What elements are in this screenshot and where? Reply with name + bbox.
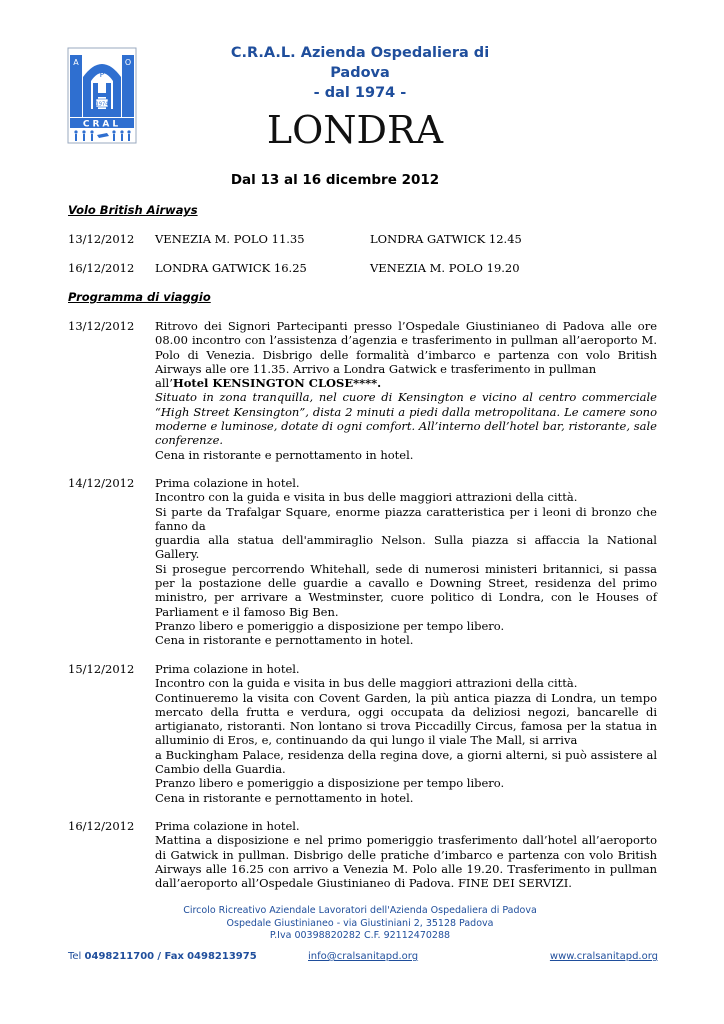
org-since: - dal 1974 - <box>313 85 407 101</box>
hotel-line <box>155 376 657 390</box>
svg-text:A: A <box>73 58 79 67</box>
cral-logo <box>67 47 137 144</box>
day-line: Pranzo libero e pomeriggio a disposizione per tempo libero. <box>155 618 505 633</box>
org-title <box>200 43 520 103</box>
trip-dates: Dal 13 al 16 dicembre 2012 <box>230 172 440 188</box>
day-line: Pranzo libero e pomeriggio a disposizione per tempo libero. <box>155 776 505 791</box>
day-date: 15/12/2012 <box>68 662 135 676</box>
footer-tax-ids: P.Iva 00398820282 C.F. 92112470288 <box>269 930 451 941</box>
day-description <box>155 819 657 890</box>
day-line: Continueremo la visita con Covent Garden, la più antica piazza di Londra, un tempo mercato della frutta e verdura, oggi occupata da deliziosi negozi, bancarelle di artigianato, ristoranti. Non lontano si trova Piccadilly Circus, famosa per la statua in alluminio di Eros, e, continuando da qui lungo il viale The Mall, si arriva <box>155 690 657 748</box>
day-line: Incontro con la guida e visita in bus delle maggiori attrazioni della città. <box>155 676 578 691</box>
flight-row <box>68 261 134 276</box>
program-heading: Programma di viaggio <box>68 290 211 304</box>
flights-heading: Volo British Airways <box>68 203 198 217</box>
fax-number: 0498213975 <box>187 951 257 962</box>
day-description <box>155 319 657 462</box>
cral-logo-graphic <box>67 47 137 144</box>
flight-arrival: VENEZIA M. POLO 19.20 <box>370 261 520 275</box>
hotel-description: Situato in zona tranquilla, nel cuore di Kensington e vicino al centro commerciale “High Street Kensington”, dista 2 minuti a piedi dalla metropolitana. Le camere sono moderne e luminose, dotate di ogni comfort. All’interno dell’hotel bar, ristorante, sale conferenze. <box>155 390 657 448</box>
flight-departure: LONDRA GATWICK 16.25 <box>155 261 307 275</box>
hotel-name: Hotel KENSINGTON CLOSE****. <box>172 376 382 391</box>
day-line: Prima colazione in hotel. <box>155 476 300 490</box>
day-line: Prima colazione in hotel. <box>155 662 300 676</box>
flight-row <box>68 232 134 247</box>
day-line: Si prosegue percorrendo Whitehall, sede di numerosi ministeri britannici, si passa per la postazione delle guardie a cavallo e Downing Street, residenza del primo ministro, per arrivare a Westminster, cuore politico di Londra, con le Houses of Parliament e il famoso Big Ben. <box>155 561 657 619</box>
day-line: Cena in ristorante e pernottamento in hotel. <box>155 633 414 648</box>
day-line: Cena in ristorante e pernottamento in hotel. <box>155 790 414 805</box>
day-date: 13/12/2012 <box>68 319 135 333</box>
day-line: Si parte da Trafalgar Square, enorme piazza caratteristica per i leoni di bronzo che fanno da <box>155 504 657 533</box>
svg-text:1974: 1974 <box>95 101 109 108</box>
svg-text:P: P <box>99 70 105 79</box>
fax-label: / Fax <box>157 951 184 962</box>
day-description <box>155 476 657 648</box>
website-link[interactable]: www.cralsanitapd.org <box>549 951 658 962</box>
day-closing: Cena in ristorante e pernottamento in hotel. <box>155 447 414 462</box>
day-intro: Ritrovo dei Signori Partecipanti presso l’Ospedale Giustinianeo di Padova alle ore 08.00 incontro con l’assistenza d’agenzia e trasferimento in pullman all’aeroporto M. Polo di Venezia. Disbrigo delle formalità d’imbarco e partenza con volo British Airways alle ore 11.35. Arrivo a Londra Gatwick e trasferimento in pullman <box>155 319 657 376</box>
flight-arrival: LONDRA GATWICK 12.45 <box>370 232 522 246</box>
flight-date: 16/12/2012 <box>68 261 135 275</box>
flight-departure: VENEZIA M. POLO 11.35 <box>155 232 305 246</box>
footer-org: Circolo Ricreativo Aziendale Lavoratori dell'Azienda Ospedaliera di Padova <box>183 905 537 916</box>
day-line: guardia alla statua dell'ammiraglio Nelson. Sulla piazza si affaccia la National Gallery. <box>155 533 657 562</box>
hotel-prefix: all’ <box>155 376 173 391</box>
day-date: 14/12/2012 <box>68 476 135 490</box>
day-line: Incontro con la guida e visita in bus delle maggiori attrazioni della città. <box>155 490 578 505</box>
footer-address <box>120 905 600 943</box>
flight-date: 13/12/2012 <box>68 232 135 246</box>
svg-text:CRAL: CRAL <box>82 119 122 130</box>
day-line: Prima colazione in hotel. <box>155 819 300 833</box>
day-date: 16/12/2012 <box>68 819 135 833</box>
contact-row <box>68 951 658 962</box>
footer-address-line: Ospedale Giustinianeo - via Giustiniani 2, 35128 Padova <box>226 917 494 929</box>
day-line: a Buckingham Palace, residenza della regina dove, a giorni alterni, si può assistere al Cambio della Guardia. <box>155 747 657 777</box>
svg-text:O: O <box>124 58 132 67</box>
day-description <box>155 662 657 805</box>
tel-label: Tel <box>68 951 82 962</box>
day-line: Mattina a disposizione e nel primo pomeriggio trasferimento dall’hotel all’aeroporto di Gatwick in pullman. Disbrigo delle pratiche d’imbarco e partenza con volo British Airways alle 16.25 con arrivo a Venezia M. Polo alle 19.20. Trasferimento in pullman dall’aeroporto all’Ospedale Giustinianeo di Padova. FINE DEI SERVIZI. <box>155 833 657 891</box>
org-name: C.R.A.L. Azienda Ospedaliera di Padova <box>230 45 490 81</box>
tel-number: 0498211700 <box>84 951 155 962</box>
page-title: LONDRA <box>266 108 444 152</box>
email-link[interactable]: info@cralsanitapd.org <box>308 951 419 962</box>
